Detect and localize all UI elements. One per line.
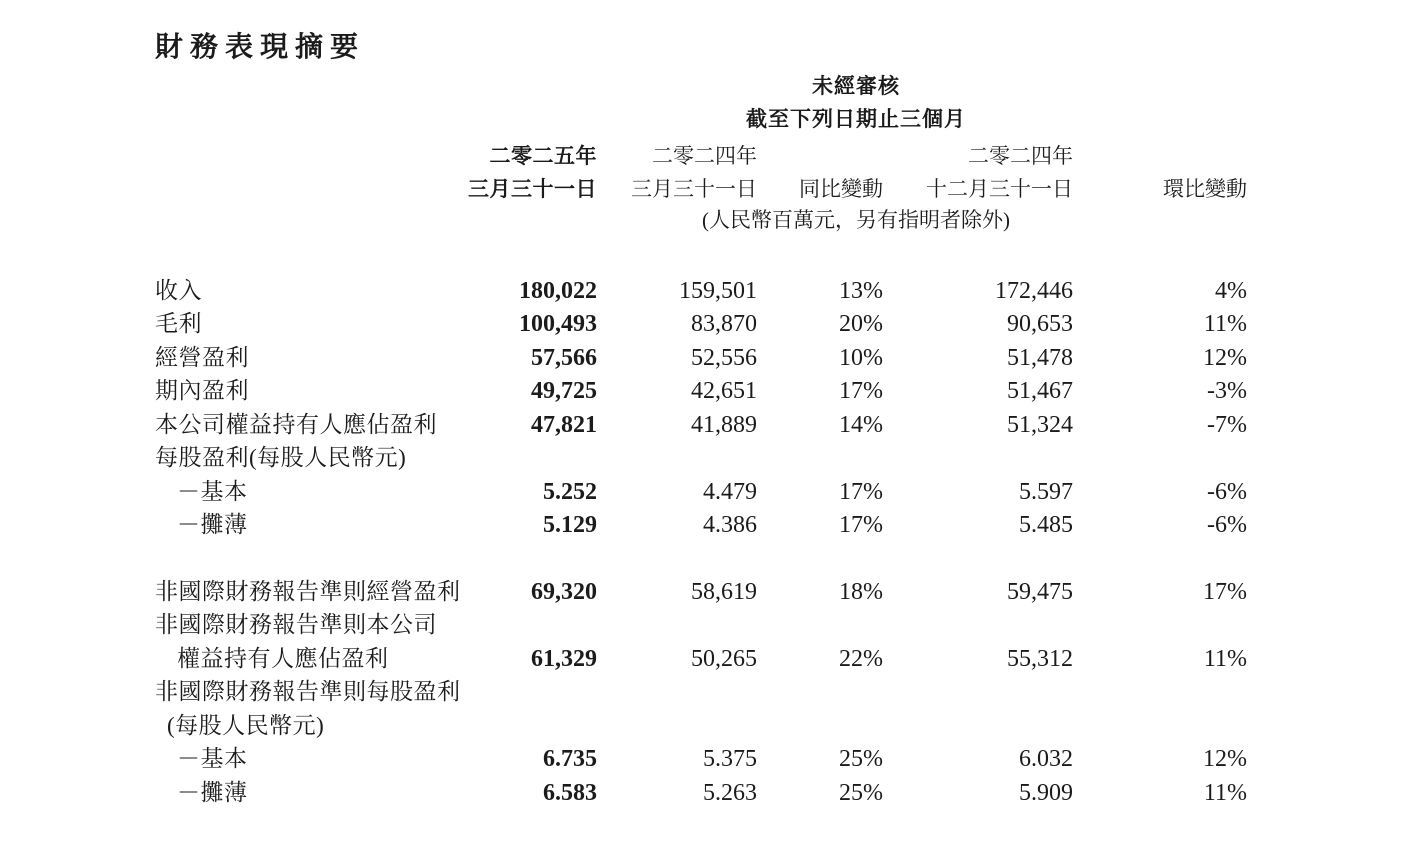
- value-2024-mar: 83,870: [691, 311, 757, 338]
- qoq-change: 11%: [1203, 645, 1247, 672]
- col-header-line: 二零二五年: [489, 145, 597, 168]
- value-2024-dec: 5.597: [1019, 478, 1073, 505]
- col-header-line: 同比變動: [799, 177, 883, 201]
- qoq-change: 11%: [1203, 311, 1247, 338]
- qoq-change: 4%: [1215, 278, 1247, 304]
- value-2024-dec: 90,653: [1007, 311, 1073, 338]
- value-2025-mar: 6.735: [543, 746, 597, 773]
- row-label: 期內盈利: [155, 378, 249, 404]
- qoq-change: 12%: [1203, 746, 1247, 773]
- value-2025-mar: 5.252: [543, 478, 597, 505]
- value-2025-mar: 5.129: [543, 512, 597, 539]
- unaudited-label: 未經審核: [812, 75, 900, 98]
- row-label: －攤薄: [177, 779, 248, 805]
- yoy-change: 14%: [839, 411, 883, 438]
- row-label: 非國際財務報告準則經營盈利: [155, 578, 461, 604]
- row-label: 非國際財務報告準則每股盈利: [155, 679, 461, 705]
- value-2024-mar: 5.375: [703, 746, 757, 773]
- value-2024-mar: 159,501: [679, 278, 757, 304]
- qoq-change: -6%: [1207, 478, 1247, 505]
- value-2024-dec: 172,446: [995, 278, 1073, 304]
- yoy-change: 25%: [839, 746, 883, 773]
- table-row-gross-profit: [155, 305, 1247, 338]
- table-header-centered: [746, 70, 966, 136]
- col-header-2025-mar-31: [440, 140, 597, 206]
- summary-table: [155, 0, 1247, 844]
- value-2024-dec: 51,478: [1007, 344, 1073, 371]
- value-2024-dec: 5.909: [1019, 779, 1073, 806]
- row-label: －攤薄: [177, 512, 248, 538]
- period-label: 截至下列日期止三個月: [746, 108, 966, 131]
- value-2025-mar: 47,821: [531, 411, 597, 438]
- row-label: －基本: [177, 478, 248, 504]
- col-header-2024-dec-31: [883, 140, 1073, 206]
- value-2024-dec: 51,324: [1007, 411, 1073, 438]
- row-label: (每股人民幣元): [167, 712, 325, 738]
- col-header-line: 三月三十一日: [631, 177, 757, 201]
- value-2025-mar: 61,329: [531, 645, 597, 672]
- table-row-non-ifrs-attributable-line1: [155, 606, 1247, 639]
- section-gap: [155, 540, 1247, 573]
- row-label: 收入: [155, 278, 202, 303]
- col-header-qoq-change: [1073, 140, 1247, 206]
- value-2024-mar: 42,651: [691, 378, 757, 405]
- col-header-2024-mar-31: [597, 140, 757, 206]
- value-2024-dec: 6.032: [1019, 746, 1073, 773]
- yoy-change: 20%: [839, 311, 883, 338]
- table-row-non-ifrs-eps-basic: [155, 740, 1247, 773]
- qoq-change: -3%: [1207, 378, 1247, 405]
- value-2024-mar: 50,265: [691, 645, 757, 672]
- qoq-change: 12%: [1203, 344, 1247, 371]
- value-2024-dec: 59,475: [1007, 578, 1073, 605]
- value-2025-mar: 180,022: [519, 278, 597, 304]
- yoy-change: 18%: [839, 578, 883, 605]
- table-row-non-ifrs-attributable-line2: [155, 640, 1247, 673]
- table-row-non-ifrs-eps-label: [155, 673, 1247, 706]
- value-2024-mar: 5.263: [703, 779, 757, 806]
- table-row-non-ifrs-eps-unit: [155, 707, 1247, 740]
- column-headers: [155, 140, 1247, 206]
- qoq-change: -6%: [1207, 512, 1247, 539]
- qoq-change: 17%: [1203, 578, 1247, 605]
- row-label-header-spacer: [155, 140, 440, 206]
- yoy-change: 17%: [839, 512, 883, 539]
- value-2025-mar: 6.583: [543, 779, 597, 806]
- value-2024-dec: 51,467: [1007, 378, 1073, 405]
- row-label: 非國際財務報告準則本公司: [155, 612, 437, 638]
- value-2025-mar: 69,320: [531, 578, 597, 605]
- value-2024-mar: 4.479: [703, 478, 757, 505]
- table-row-non-ifrs-operating-profit: [155, 573, 1247, 606]
- value-2024-mar: 4.386: [703, 512, 757, 539]
- row-label: 每股盈利(每股人民幣元): [155, 445, 407, 471]
- col-header-line: 二零二四年: [968, 144, 1073, 168]
- table-row-revenue: [155, 272, 1247, 305]
- table-row-eps-basic: [155, 473, 1247, 506]
- value-2024-mar: 58,619: [691, 578, 757, 605]
- yoy-change: 25%: [839, 779, 883, 806]
- table-row-eps-section-label: [155, 439, 1247, 472]
- value-2024-mar: 52,556: [691, 344, 757, 371]
- currency-note: (人民幣百萬元，另有指明者除外): [702, 208, 1010, 232]
- row-label: 毛利: [155, 311, 202, 337]
- col-header-line: 十二月三十一日: [926, 177, 1073, 201]
- col-header-line: 環比變動: [1163, 177, 1247, 201]
- value-2025-mar: 49,725: [531, 378, 597, 405]
- page-title: 財務表現摘要: [155, 30, 366, 62]
- row-label: －基本: [177, 746, 248, 772]
- table-row-eps-diluted: [155, 506, 1247, 539]
- table-body: [155, 272, 1247, 807]
- yoy-change: 17%: [839, 378, 883, 405]
- row-label: 經營盈利: [155, 344, 249, 370]
- col-header-yoy-change: [757, 140, 883, 206]
- value-2025-mar: 57,566: [531, 344, 597, 371]
- table-row-non-ifrs-eps-diluted: [155, 774, 1247, 807]
- qoq-change: 11%: [1203, 779, 1247, 806]
- yoy-change: 10%: [839, 344, 883, 371]
- table-row-profit-attributable: [155, 406, 1247, 439]
- yoy-change: 22%: [839, 645, 883, 672]
- col-header-line: 二零二四年: [652, 144, 757, 168]
- value-2024-dec: 55,312: [1007, 645, 1073, 672]
- yoy-change: 13%: [839, 278, 883, 304]
- col-header-line: 三月三十一日: [468, 178, 597, 201]
- qoq-change: -7%: [1207, 411, 1247, 438]
- value-2025-mar: 100,493: [519, 311, 597, 338]
- row-label: 本公司權益持有人應佔盈利: [155, 411, 437, 437]
- table-row-profit-for-period: [155, 372, 1247, 405]
- yoy-change: 17%: [839, 478, 883, 505]
- value-2024-dec: 5.485: [1019, 512, 1073, 539]
- table-row-operating-profit: [155, 339, 1247, 372]
- row-label: 權益持有人應佔盈利: [177, 645, 389, 671]
- value-2024-mar: 41,889: [691, 411, 757, 438]
